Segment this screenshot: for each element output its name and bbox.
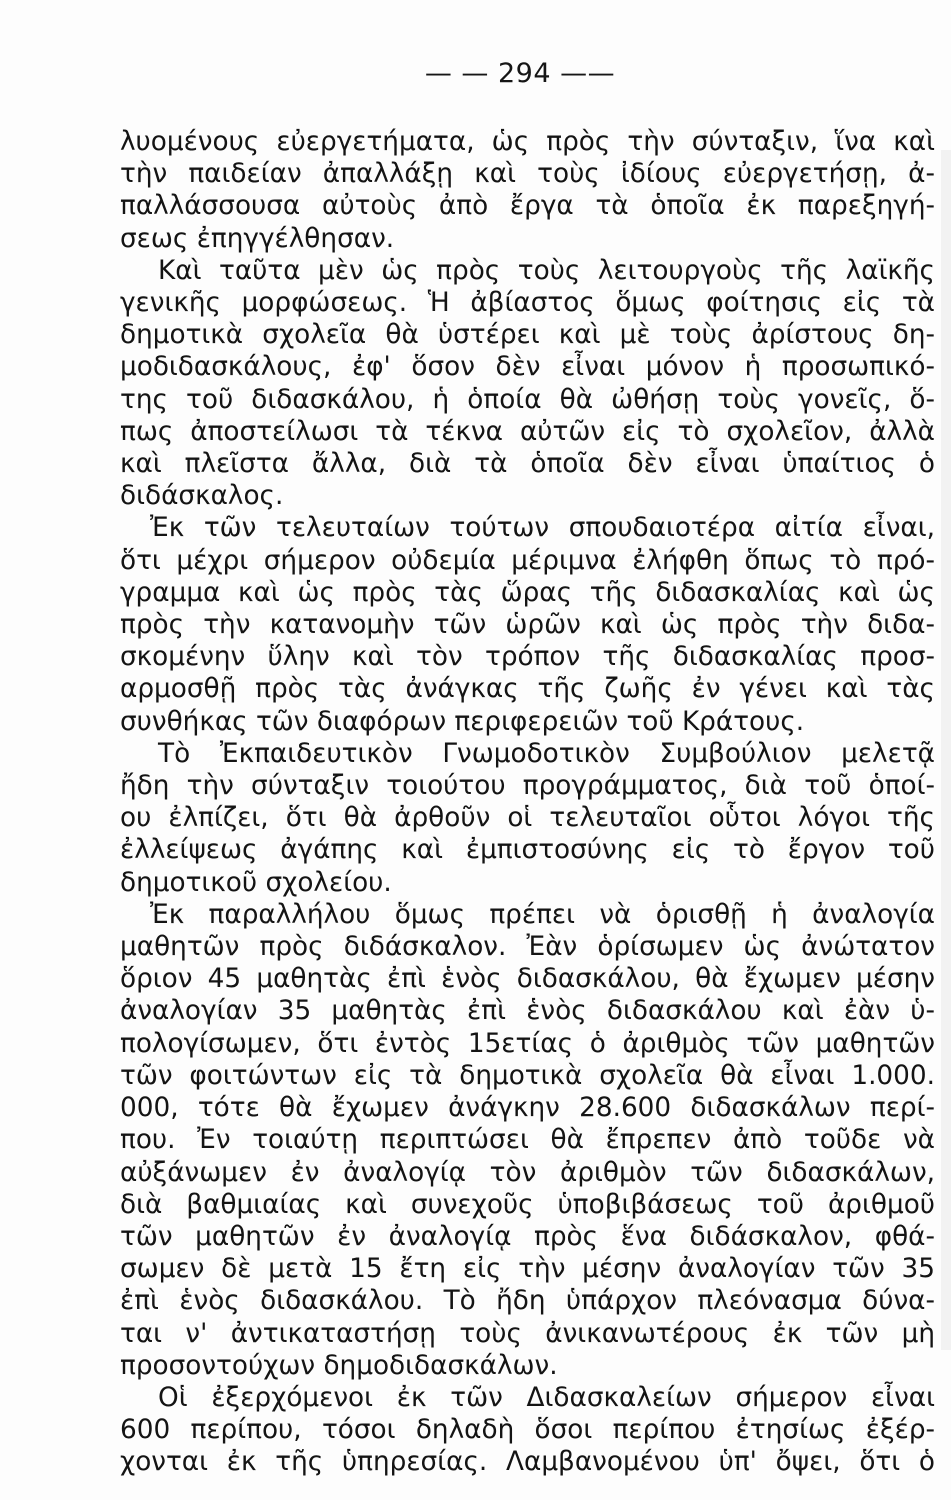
text-line: τῶν φοιτώντων εἰς τὰ δημοτικὰ σχολεῖα θὰ εἶναι 1.000. bbox=[120, 1060, 935, 1091]
text-line: ται ν' ἀντικαταστήσῃ τοὺς ἀνικανωτέρους ἐκ τῶν μὴ bbox=[120, 1318, 935, 1349]
text-line: πως ἀποστείλωσι τὰ τέκνα αὐτῶν εἰς τὸ σχολεῖον, ἀλλὰ bbox=[120, 416, 935, 447]
text-line: προσοντούχων δημοδιδασκάλων. bbox=[120, 1350, 558, 1381]
text-line: διδάσκαλος. bbox=[120, 481, 284, 512]
text-line: αρμοσθῇ πρὸς τὰς ἀνάγκας τῆς ζωῆς ἐν γένει καὶ τὰς bbox=[120, 674, 935, 705]
text-line: δημοτικοῦ σχολείου. bbox=[120, 867, 392, 898]
text-line: ου ἐλπίζει, ὅτι θὰ ἀρθοῦν οἱ τελευταῖοι οὗτοι λόγοι τῆς bbox=[120, 803, 935, 834]
text-line: ἐλλείψεως ἀγάπης καὶ ἐμπιστοσύνης εἰς τὸ ἔργον τοῦ bbox=[120, 835, 935, 866]
text-line: καὶ πλεῖστα ἄλλα, διὰ τὰ ὁποῖα δὲν εἶναι ὑπαίτιος ὁ bbox=[120, 449, 935, 480]
paragraph-start-line: Ἐκ παραλλήλου ὅμως πρέπει νὰ ὁρισθῇ ἡ ἀναλογία bbox=[150, 899, 935, 930]
text-line: παλλάσσουσα αὐτοὺς ἀπὸ ἔργα τὰ ὁποῖα ἐκ παρεξηγή- bbox=[120, 191, 935, 222]
page-number: — — 294 —— bbox=[424, 58, 616, 89]
text-line: τῶν μαθητῶν ἐν ἀναλογίᾳ πρὸς ἕνα διδάσκαλον, φθά- bbox=[120, 1221, 935, 1252]
text-line: μοδιδασκάλους, ἐφ' ὅσον δὲν εἶναι μόνον ἡ προσωπικό- bbox=[120, 352, 935, 383]
text-line: πρὸς τὴν κατανομὴν τῶν ὡρῶν καὶ ὡς πρὸς τὴν διδα- bbox=[120, 610, 935, 641]
body-text bbox=[120, 126, 935, 1479]
text-line: 600 περίπου, τόσοι δηλαδὴ ὅσοι περίπου ἐτησίως ἐξέρ- bbox=[120, 1415, 935, 1446]
text-line: λυομένους εὐεργετήματα, ὡς πρὸς τὴν σύνταξιν, ἵνα καὶ bbox=[120, 127, 935, 157]
text-line: αὐξάνωμεν ἐν ἀναλογίᾳ τὸν ἀριθμὸν τῶν διδασκάλων, bbox=[120, 1157, 935, 1188]
text-line: μαθητῶν πρὸς διδάσκαλον. Ἐὰν ὁρίσωμεν ὡς ἀνώτατον bbox=[120, 932, 935, 963]
text-line: διὰ βαθμιαίας καὶ συνεχοῦς ὑποβιβάσεως τοῦ ἀριθμοῦ bbox=[120, 1189, 935, 1220]
text-line: σεως ἐπηγγέλθησαν. bbox=[120, 223, 395, 254]
text-line: χονται ἐκ τῆς ὑπηρεσίας. Λαμβανομένου ὑπ' ὄψει, ὅτι ὁ bbox=[120, 1447, 935, 1478]
text-line: ἤδη τὴν σύνταξιν τοιούτου προγράμματος, διὰ τοῦ ὁποί- bbox=[120, 771, 935, 802]
text-line: ὅτι μέχρι σήμερον οὐδεμία μέριμνα ἐλήφθη ὅπως τὸ πρό- bbox=[120, 545, 935, 576]
text-line: γενικῆς μορφώσεως. Ἡ ἀβίαστος ὅμως φοίτησις εἰς τὰ bbox=[120, 288, 935, 319]
text-line: τὴν παιδείαν ἀπαλλάξῃ καὶ τοὺς ἰδίους εὐεργετήσῃ, ἀ- bbox=[120, 159, 935, 190]
text-line: πολογίσωμεν, ὅτι ἐντὸς 15ετίας ὁ ἀριθμὸς τῶν μαθητῶν bbox=[120, 1028, 935, 1059]
text-line: σωμεν δὲ μετὰ 15 ἔτη εἰς τὴν μέσην ἀναλογίαν τῶν 35 bbox=[120, 1254, 935, 1285]
text-line: ἐπὶ ἑνὸς διδασκάλου. Τὸ ἤδη ὑπάρχον πλεόνασμα δύνα- bbox=[120, 1286, 935, 1317]
text-line: συνθήκας τῶν διαφόρων περιφερειῶν τοῦ Κράτους. bbox=[120, 706, 805, 737]
text-line: 000, τότε θὰ ἔχωμεν ἀνάγκην 28.600 διδασκάλων περί- bbox=[120, 1093, 935, 1124]
text-line: ὅριον 45 μαθητὰς ἐπὶ ἑνὸς διδασκάλου, θὰ ἔχωμεν μέσην bbox=[120, 964, 935, 995]
paragraph-start-line: Ἐκ τῶν τελευταίων τούτων σπουδαιοτέρα αἰτία εἶναι, bbox=[150, 513, 935, 544]
text-line: σκομένην ὕλην καὶ τὸν τρόπον τῆς διδασκαλίας προσ- bbox=[120, 642, 935, 673]
paragraph-start-line: Τὸ Ἐκπαιδευτικὸν Γνωμοδοτικὸν Συμβούλιον μελετᾷ bbox=[158, 738, 935, 769]
text-line: ἀναλογίαν 35 μαθητὰς ἐπὶ ἑνὸς διδασκάλου καὶ ἐὰν ὑ- bbox=[120, 996, 935, 1027]
paragraph-start-line: Οἱ ἐξερχόμενοι ἐκ τῶν Διδασκαλείων σήμερον εἶναι bbox=[158, 1382, 935, 1413]
paragraph-start-line: Καὶ ταῦτα μὲν ὡς πρὸς τοὺς λειτουργοὺς τῆς λαϊκῆς bbox=[158, 255, 935, 286]
text-line: δημοτικὰ σχολεῖα θὰ ὑστέρει καὶ μὲ τοὺς ἀρίστους δη- bbox=[120, 320, 935, 351]
text-line: που. Ἐν τοιαύτῃ περιπτώσει θὰ ἔπρεπεν ἀπὸ τοῦδε νὰ bbox=[120, 1125, 935, 1156]
text-line: γραμμα καὶ ὡς πρὸς τὰς ὥρας τῆς διδασκαλίας καὶ ὡς bbox=[120, 577, 935, 608]
text-line: της τοῦ διδασκάλου, ἡ ὁποία θὰ ὠθήσῃ τοὺς γονεῖς, ὅ- bbox=[120, 384, 935, 415]
